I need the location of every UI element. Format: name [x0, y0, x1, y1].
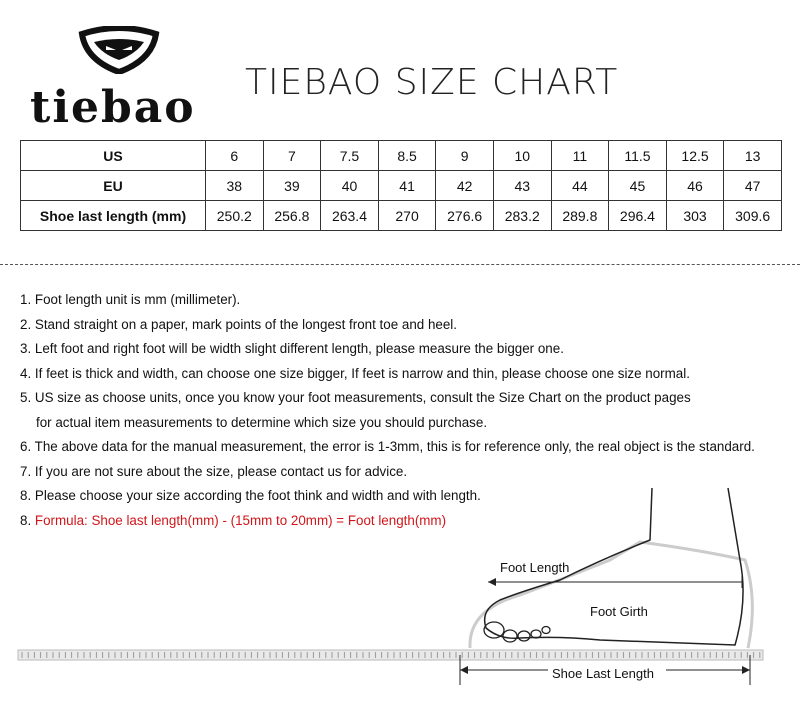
- note-number: 4.: [20, 365, 32, 381]
- divider: [0, 264, 800, 265]
- brand-logo: [22, 26, 202, 133]
- table-cell: 309.6: [724, 201, 782, 231]
- row-label: Shoe last length (mm): [21, 201, 206, 231]
- table-cell: 45: [609, 171, 667, 201]
- table-row: [21, 171, 782, 201]
- table-row: [21, 201, 782, 231]
- row-label: US: [21, 141, 206, 171]
- note-number: 2.: [20, 316, 32, 332]
- table-cell: 39: [263, 171, 321, 201]
- note-text: Stand straight on a paper, mark points of the longest front toe and heel.: [34, 316, 457, 332]
- table-cell: 270: [378, 201, 436, 231]
- note-item: [20, 388, 790, 413]
- table-cell: 42: [436, 171, 494, 201]
- table-cell: 296.4: [609, 201, 667, 231]
- note-text: US size as choose units, once you know your foot measurements, consult the Size Chart on the product pages: [34, 390, 691, 405]
- note-item: [20, 315, 790, 340]
- note-number: 8.: [20, 488, 32, 503]
- note-text: Foot length unit is mm (millimeter).: [34, 292, 241, 307]
- table-cell: 9: [436, 141, 494, 171]
- table-cell: 13: [724, 141, 782, 171]
- note-text: If feet is thick and width, can choose one size bigger, If feet is narrow and thin, please choose one size normal.: [34, 365, 690, 381]
- page-title: TIEBAO SIZE CHART: [245, 62, 619, 103]
- foot-girth-label: Foot Girth: [590, 604, 648, 619]
- note-item: [20, 339, 790, 364]
- table-row: [21, 141, 782, 171]
- table-cell: 263.4: [321, 201, 379, 231]
- table-cell: 303: [666, 201, 724, 231]
- foot-illustration: [0, 480, 800, 712]
- note-text: Formula: Shoe last length(mm) - (15mm to 20mm) = Foot length(mm): [34, 512, 447, 528]
- table-cell: 276.6: [436, 201, 494, 231]
- table-cell: 10: [493, 141, 551, 171]
- note-continuation: for actual item measurements to determine which size you should purchase.: [36, 414, 488, 430]
- note-number: 8.: [20, 512, 32, 528]
- table-cell: 46: [666, 171, 724, 201]
- shoe-last-length-label: Shoe Last Length: [552, 666, 654, 681]
- table-cell: 8.5: [378, 141, 436, 171]
- table-cell: 12.5: [666, 141, 724, 171]
- note-number: 5.: [20, 390, 32, 405]
- note-text: If you are not sure about the size, please contact us for advice.: [34, 463, 408, 479]
- note-item: [20, 364, 790, 389]
- note-text: Left foot and right foot will be width slight different length, please measure the bigger one.: [34, 341, 564, 356]
- table-cell: 6: [206, 141, 264, 171]
- table-cell: 11.5: [609, 141, 667, 171]
- size-chart-table: [20, 140, 782, 231]
- table-cell: 7.5: [321, 141, 379, 171]
- foot-measurement-diagram: [0, 480, 800, 712]
- table-cell: 41: [378, 171, 436, 201]
- table-cell: 47: [724, 171, 782, 201]
- note-number: 3.: [20, 341, 32, 356]
- table-cell: 44: [551, 171, 609, 201]
- table-cell: 256.8: [263, 201, 321, 231]
- table-cell: 7: [263, 141, 321, 171]
- table-cell: 43: [493, 171, 551, 201]
- note-text: The above data for the manual measurement, the error is 1-3mm, this is for reference only, the real object is the standard.: [34, 439, 755, 454]
- table-cell: 250.2: [206, 201, 264, 231]
- row-label: EU: [21, 171, 206, 201]
- note-item: [20, 290, 790, 315]
- note-number: 6.: [20, 439, 32, 454]
- foot-length-label: Foot Length: [500, 560, 570, 575]
- table-cell: 289.8: [551, 201, 609, 231]
- note-item: [20, 437, 790, 462]
- table-cell: 11: [551, 141, 609, 171]
- note-number: 1.: [20, 292, 32, 307]
- logo-wordmark: tiebao: [30, 82, 196, 133]
- table-cell: 38: [206, 171, 264, 201]
- note-text: Please choose your size according the foot think and width and with length.: [34, 488, 481, 503]
- note-number: 7.: [20, 463, 32, 479]
- mask-logo-icon: [78, 26, 160, 74]
- table-cell: 40: [321, 171, 379, 201]
- table-cell: 283.2: [493, 201, 551, 231]
